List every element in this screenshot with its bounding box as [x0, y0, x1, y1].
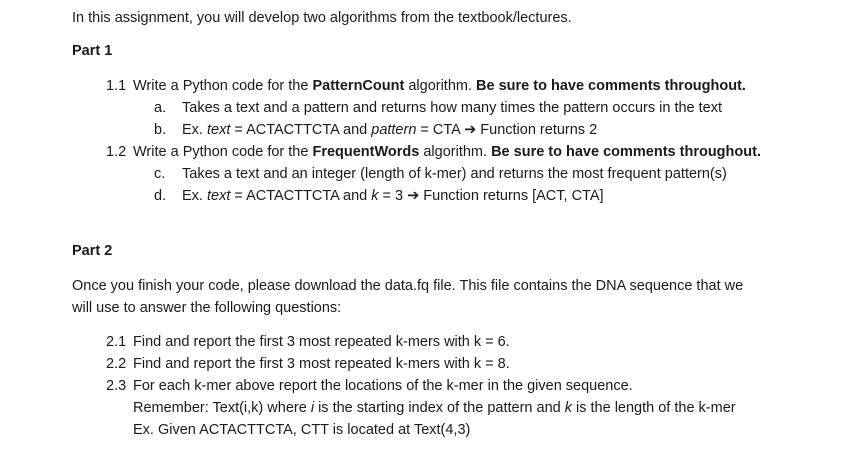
right-arrow-icon: ➔: [464, 122, 477, 138]
subtask-c: c. Takes a text and an integer (length of k-mer) and returns the most frequent pattern(s): [154, 166, 727, 182]
remember-note: Remember: Text(i,k) where i is the starting index of the pattern and k is the length of the k-mer: [133, 400, 736, 416]
subtask-b: b. Ex. text = ACTACTTCTA and pattern = CTA ➔ Function returns 2: [154, 122, 598, 138]
task-1-2: 1.2 Write a Python code for the FrequentWords algorithm. Be sure to have comments throughout.: [106, 144, 761, 160]
question-2-3: 2.3 For each k-mer above report the locations of the k-mer in the given sequence.: [106, 378, 633, 394]
comments-emphasis: Be sure to have comments throughout: [476, 78, 742, 94]
task-number: 1.2: [106, 144, 127, 160]
task-1-1: 1.1 Write a Python code for the PatternCount algorithm. Be sure to have comments throughout.: [106, 78, 746, 94]
right-arrow-icon: ➔: [407, 188, 420, 204]
intro-text: In this assignment, you will develop two algorithms from the textbook/lectures.: [72, 10, 572, 26]
subtask-a: a. Takes a text and a pattern and returns how many times the pattern occurs in the text: [154, 100, 723, 116]
part2-paragraph-line2: will use to answer the following questions:: [72, 300, 342, 316]
comments-emphasis: Be sure to have comments throughout.: [491, 144, 761, 160]
part2-paragraph-line1: Once you finish your code, please download the data.fq file. This file contains the DNA sequence that we: [72, 278, 744, 294]
algorithm-name: FrequentWords: [312, 144, 420, 160]
task-number: 1.1: [106, 78, 127, 94]
part2-heading: Part 2: [72, 243, 113, 259]
subtask-d: d. Ex. text = ACTACTTCTA and k = 3 ➔ Function returns [ACT, CTA]: [154, 188, 604, 204]
question-2-2: 2.2 Find and report the first 3 most repeated k-mers with k = 8.: [106, 356, 510, 372]
algorithm-name: PatternCount: [312, 78, 405, 94]
question-2-1: 2.1 Find and report the first 3 most repeated k-mers with k = 6.: [106, 334, 510, 350]
example-note: Ex. Given ACTACTTCTA, CTT is located at Text(4,3): [133, 422, 471, 438]
part1-heading: Part 1: [72, 43, 113, 59]
